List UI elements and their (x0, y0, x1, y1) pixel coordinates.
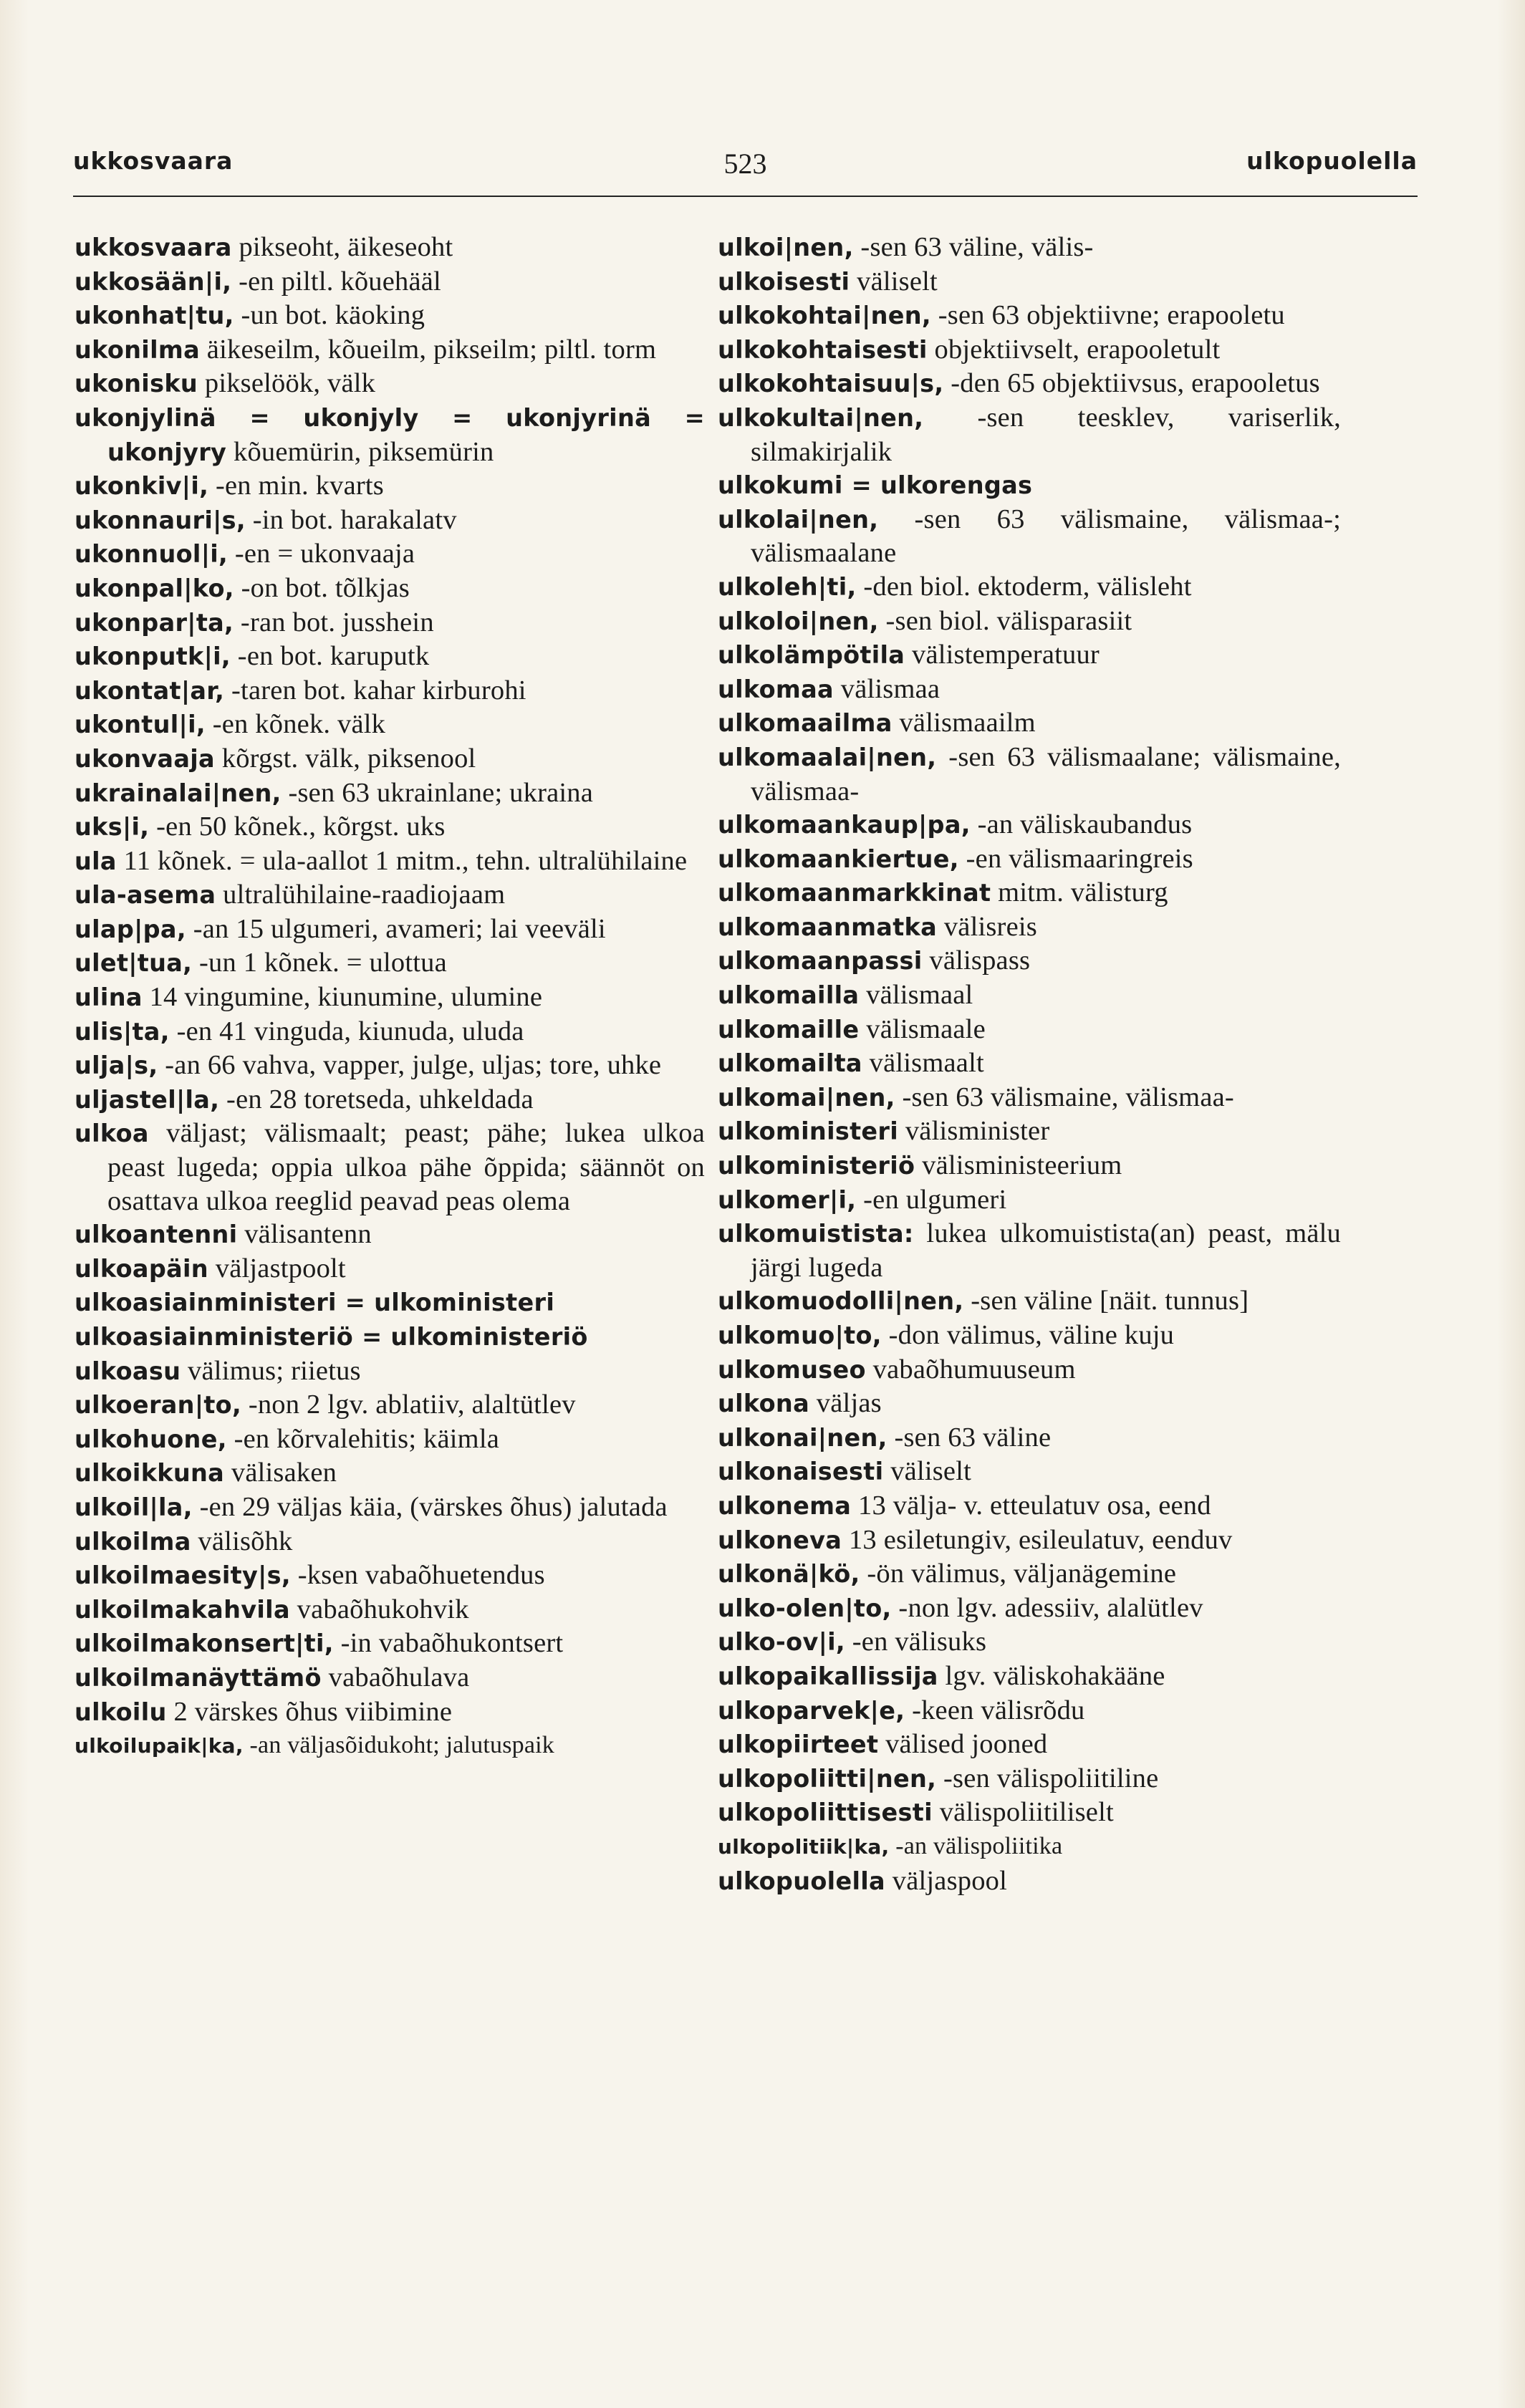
entry-headword: ulkokohtai|nen, (718, 302, 931, 330)
dictionary-entry (74, 537, 705, 572)
entry-definition: 14 vingumine, kiunumine, ulumine (142, 982, 543, 1013)
entry-definition: -non 2 lgv. ablatiiv, alaltütlev (241, 1390, 576, 1420)
entry-headword: ulkoantenni (74, 1220, 238, 1249)
entry-definition: 13 esiletungiv, esileulatuv, eenduv (842, 1524, 1233, 1555)
entry-definition: -sen biol. välisparasiit (878, 605, 1132, 636)
entry-definition: -en 50 kõnek., kõrgst. uks (149, 812, 446, 842)
entry-definition: -en 29 väljas käia, (värskes õhus) jalutada (192, 1491, 668, 1522)
dictionary-entry (718, 1728, 1341, 1762)
entry-definition: välisantenn (237, 1219, 372, 1250)
entry-headword: ulkonai|nen, (718, 1423, 887, 1452)
dictionary-entry (74, 844, 705, 879)
entry-headword: ulkoloi|nen, (718, 607, 879, 635)
entry-definition: välistemperatuur (905, 640, 1100, 670)
entry-definition: -sen 63 objektiivne; erapooletu (930, 300, 1285, 331)
entry-headword: ulkokultai|nen, (718, 403, 924, 432)
entry-definition: 11 kõnek. = ula-aallot 1 mitm., tehn. ultralühilaine (116, 845, 688, 876)
entry-headword: ukrainalai|nen, (74, 779, 282, 807)
dictionary-entry (74, 1559, 705, 1593)
entry-headword: ulis|ta, (74, 1017, 170, 1046)
entry-headword: ulkomaalai|nen, (718, 743, 937, 771)
left-column (74, 231, 705, 1763)
entry-headword: ulkoikkuna (74, 1459, 225, 1488)
dictionary-entry (718, 978, 1341, 1013)
dictionary-entry (74, 1525, 705, 1559)
entry-headword: ulkolai|nen, (718, 505, 879, 534)
entry-definition: pikselöök, välk (198, 368, 376, 399)
entry-definition: välised jooned (878, 1729, 1048, 1760)
dictionary-entry (718, 1421, 1341, 1455)
dictionary-entry (74, 1083, 705, 1117)
dictionary-entry (718, 1557, 1341, 1591)
entry-definition: -en = ukonvaaja (228, 539, 415, 569)
entry-definition: -on bot. tõlkjas (234, 572, 410, 603)
entry-headword: ukonpar|ta, (74, 608, 234, 637)
entry-definition: välismaa (833, 673, 941, 704)
entry-definition: ultralühilaine-raadiojaam (216, 880, 506, 910)
dictionary-entry (718, 1591, 1341, 1626)
entry-definition: väljastpoolt (208, 1253, 346, 1284)
dictionary-entry (718, 570, 1341, 605)
entry-definition: -an väljasõidukoht; jalutuspaik (243, 1732, 554, 1759)
entry-headword: ulkolämpötila (718, 641, 905, 670)
entry-definition: välisminister (898, 1116, 1050, 1147)
entry-headword: uks|i, (74, 813, 150, 842)
entry-headword: ulkomaankiertue, (718, 844, 959, 873)
entry-headword: ulkopiirteet (718, 1730, 879, 1759)
entry-definition: mitm. välisturg (991, 877, 1168, 908)
dictionary-entry (74, 981, 705, 1015)
dictionary-entry (74, 333, 705, 367)
entry-headword: ulkomaanmarkkinat (718, 879, 991, 907)
entry-definition: -sen välispoliitiline (936, 1763, 1159, 1793)
entry-headword: uljastel|la, (74, 1085, 220, 1114)
entry-definition: -den 65 objektiivsus, erapooletus (943, 368, 1320, 399)
dictionary-entry (74, 1422, 705, 1457)
entry-definition: -sen 63 väline, välis- (853, 232, 1094, 262)
entry-headword: ulkonä|kö, (718, 1560, 860, 1589)
entry-headword: ulkoilmaesity|s, (74, 1561, 291, 1590)
entry-headword: ulkomaanmatka (718, 912, 938, 941)
dictionary-entry (718, 842, 1341, 877)
entry-definition: -den biol. ektoderm, välisleht (856, 571, 1192, 602)
entry-headword: ukonpal|ko, (74, 574, 234, 602)
entry-definition: lgv. väliskohakääne (938, 1660, 1165, 1691)
entry-headword: ukontat|ar, (74, 676, 225, 705)
entry-definition: lukea ulkomuistista(an) peast, mälu järgi lugeda (751, 1218, 1341, 1283)
entry-definition: väljaspool (885, 1865, 1008, 1896)
entry-definition: -en piltl. kõuehääl (231, 266, 441, 297)
entry-definition: -keen välisrõdu (905, 1695, 1085, 1725)
entry-headword: ulkonaisesti (718, 1458, 884, 1486)
entry-definition: -an 15 ulgumeri, avameri; lai veeväli (186, 913, 606, 944)
entry-definition: -en bot. karuputk (230, 641, 430, 672)
entry-headword: ulkokohtaisuu|s, (718, 370, 944, 398)
dictionary-entry (718, 910, 1341, 945)
entry-definition: -an 66 vahva, vapper, julge, uljas; tore, uhke (158, 1050, 662, 1081)
entry-definition: välisministeerium (915, 1150, 1122, 1181)
entry-headword: ukkosään|i, (74, 267, 232, 296)
entry-definition: väliselt (850, 266, 938, 297)
entry-definition: -taren bot. kahar kirburohi (224, 675, 526, 705)
entry-definition: -sen 63 väline (887, 1422, 1052, 1453)
dictionary-entry (74, 1627, 705, 1661)
dictionary-entry (718, 1864, 1341, 1899)
dictionary-entry (74, 1354, 705, 1389)
entry-definition: välisõhk (191, 1526, 293, 1556)
dictionary-entry (74, 299, 705, 333)
entry-headword: ukonnuol|i, (74, 540, 228, 569)
entry-headword: ulina (74, 983, 143, 1012)
dictionary-entry (74, 708, 705, 742)
entry-headword: ulkomaailma (718, 709, 893, 738)
entry-definition: -en ulgumeri (856, 1184, 1007, 1215)
entry-definition: -ksen vabaõhuetendus (290, 1560, 545, 1591)
entry-definition: -an välispoliitika (889, 1832, 1063, 1859)
entry-headword: ulkoasiainministeri = ulkoministeri (74, 1289, 555, 1317)
dictionary-entry (74, 776, 705, 811)
dictionary-entry (718, 1830, 1341, 1864)
entry-headword: ukonnauri|s, (74, 506, 246, 534)
dictionary-entry (74, 367, 705, 401)
entry-definition: objektiivselt, erapooletult (927, 334, 1221, 365)
entry-definition: -en 28 toretseda, uhkeldada (219, 1084, 534, 1114)
dictionary-entry (718, 808, 1341, 842)
entry-headword: ulkopuolella (718, 1867, 885, 1895)
entry-definition: -en kõnek. välk (205, 709, 386, 740)
entry-headword: ulkona (718, 1390, 809, 1418)
entry-headword: ulko-olen|to, (718, 1594, 892, 1622)
entry-headword: ulkomuistista: (718, 1220, 914, 1248)
entry-definition: -in vabaõhukontsert (333, 1628, 564, 1659)
dictionary-entry (74, 1729, 705, 1763)
dictionary-entry (718, 367, 1341, 401)
entry-headword: ulkoa (74, 1119, 149, 1148)
dictionary-entry (74, 504, 705, 538)
entry-definition: väliselt (883, 1456, 971, 1487)
dictionary-entry (718, 876, 1341, 910)
entry-headword: ulkoi|nen, (718, 233, 854, 261)
entry-definition: pikseoht, äikeseoht (231, 232, 453, 262)
entry-definition: välispass (922, 945, 1031, 976)
entry-headword: ulkoil|la, (74, 1493, 193, 1521)
header-rule (73, 196, 1418, 197)
entry-definition: -sen 63 välismaine, välismaa- (895, 1082, 1234, 1112)
entry-definition: -sen teesklev, variserlik, silmakirjalik (751, 402, 1341, 467)
entry-headword: ulja|s, (74, 1051, 158, 1080)
entry-headword: ulkoilma (74, 1527, 191, 1556)
entry-definition: väljast; välismaalt; peast; pähe; lukea ulkoa peast lugeda; oppia ulkoa pähe õppida; säännöt on osattava ulkoa reeglid peavad peas olema (107, 1118, 705, 1216)
dictionary-entry (74, 946, 705, 981)
entry-definition: -en välismaaringreis (958, 843, 1193, 874)
dictionary-entry (74, 912, 705, 947)
entry-definition: vabaõhulava (321, 1662, 470, 1692)
entry-headword: ulkokumi = ulkorengas (718, 471, 1033, 500)
right-column (718, 231, 1341, 1898)
entry-headword: ulkoministeri (718, 1117, 899, 1146)
page-header (73, 147, 1418, 190)
entry-definition: välismaale (859, 1013, 986, 1044)
entry-definition: -in bot. harakalatv (245, 504, 457, 535)
dictionary-entry (718, 1319, 1341, 1353)
entry-definition: -en kõrvalehitis; käimla (226, 1423, 500, 1454)
entry-headword: ulkoeran|to, (74, 1391, 242, 1420)
entry-definition: välismaalt (862, 1048, 984, 1079)
entry-headword: ula-asema (74, 881, 216, 910)
dictionary-entry (718, 1284, 1341, 1319)
entry-definition: vabaõhumuuseum (865, 1354, 1076, 1384)
dictionary-entry (718, 605, 1341, 639)
entry-definition: äikeseilm, kõueilm, pikseilm; piltl. torm (199, 334, 657, 365)
entry-definition: -un bot. käoking (234, 300, 425, 331)
entry-headword: ulkomai|nen, (718, 1083, 895, 1112)
entry-headword: ulkokohtaisesti (718, 335, 928, 364)
entry-headword: ulkomailla (718, 981, 860, 1010)
entry-headword: ulap|pa, (74, 915, 186, 943)
dictionary-entry (718, 299, 1341, 333)
entry-definition: -non lgv. adessiiv, alalütlev (891, 1592, 1203, 1623)
entry-headword: ulkoasiainministeriö = ulkoministeriö (74, 1323, 588, 1351)
dictionary-entry (718, 1660, 1341, 1694)
dictionary-entry (74, 231, 705, 265)
entry-headword: ukkosvaara (74, 233, 232, 261)
dictionary-entry (74, 1286, 705, 1320)
dictionary-entry (718, 1762, 1341, 1796)
entry-headword: ukonisku (74, 370, 198, 398)
dictionary-entry (718, 1694, 1341, 1728)
entry-headword: ulkoparvek|e, (718, 1696, 905, 1725)
entry-headword: ulkomaa (718, 675, 834, 703)
entry-definition: -en min. kvarts (208, 471, 384, 501)
dictionary-entry (718, 1455, 1341, 1489)
dictionary-entry (718, 401, 1341, 468)
dictionary-entry (718, 1353, 1341, 1387)
dictionary-entry (74, 1661, 705, 1695)
entry-definition: -sen 63 ukrainlane; ukraina (281, 777, 594, 808)
dictionary-entry (74, 1695, 705, 1730)
entry-definition: -ön välimus, väljanägemine (860, 1559, 1177, 1589)
entry-headword: ulkoilmakahvila (74, 1595, 290, 1624)
entry-definition: -sen väline [näit. tunnus] (963, 1286, 1249, 1316)
dictionary-entry (718, 231, 1341, 265)
dictionary-entry (718, 1046, 1341, 1081)
dictionary-entry (718, 333, 1341, 367)
entry-definition: -ran bot. jusshein (234, 607, 434, 637)
dictionary-entry (718, 1796, 1341, 1830)
entry-definition: välisreis (937, 911, 1037, 942)
entry-headword: ukontul|i, (74, 711, 206, 739)
dictionary-entry (74, 469, 705, 504)
dictionary-entry (74, 1456, 705, 1490)
dictionary-entry (718, 673, 1341, 707)
entry-definition: -en välisuks (845, 1627, 987, 1657)
entry-headword: ulkoministeriö (718, 1152, 915, 1180)
dictionary-entry (718, 1114, 1341, 1149)
entry-headword: ukonvaaja (74, 744, 215, 773)
entry-headword: ukonhat|tu, (74, 302, 234, 330)
dictionary-entry (718, 1081, 1341, 1115)
entry-definition: 13 välja- v. etteulatuv osa, eend (851, 1490, 1211, 1521)
dictionary-entry (718, 1217, 1341, 1284)
dictionary-entry (718, 503, 1341, 570)
dictionary-entry (74, 1015, 705, 1049)
entry-headword: ulkoilu (74, 1697, 167, 1726)
dictionary-entry (74, 810, 705, 844)
dictionary-entry (718, 944, 1341, 978)
entry-definition: -un 1 kõnek. = ulottua (192, 948, 447, 978)
dictionary-entry (718, 1183, 1341, 1218)
entry-headword: ulkomaankaup|pa, (718, 811, 971, 839)
dictionary-entry (74, 878, 705, 912)
entry-headword: ulkopolitiik|ka, (718, 1834, 890, 1859)
entry-definition: välismaailm (892, 708, 1036, 738)
entry-headword: ulkomuseo (718, 1355, 866, 1384)
entry-headword: ulkoilmakonsert|ti, (74, 1629, 334, 1658)
entry-headword: ulkoilmanäyttämö (74, 1663, 322, 1692)
dictionary-entry (74, 572, 705, 606)
dictionary-entry (718, 1149, 1341, 1183)
dictionary-entry (74, 265, 705, 299)
entry-headword: ukonjylinä = ukonjyly = ukonjyrinä = ukonjyry (74, 403, 705, 466)
dictionary-entry (74, 1593, 705, 1627)
dictionary-entry (718, 265, 1341, 299)
entry-headword: ulkomer|i, (718, 1185, 857, 1214)
entry-headword: ulkopoliitti|nen, (718, 1764, 937, 1793)
entry-headword: ulkohuone, (74, 1425, 227, 1453)
entry-definition: -sen 63 välismaine, välismaa-; välismaalane (751, 504, 1341, 569)
dictionary-entry (74, 606, 705, 640)
entry-definition: -an väliskaubandus (970, 809, 1193, 840)
entry-headword: ulkomuo|to, (718, 1321, 882, 1349)
dictionary-entry (718, 1523, 1341, 1558)
dictionary-entry (718, 741, 1341, 808)
entry-headword: ulkomaanpassi (718, 947, 923, 976)
entry-definition: -en 41 vinguda, kiunuda, uluda (169, 1016, 524, 1046)
dictionary-entry (74, 1320, 705, 1354)
entry-definition: kõrgst. välk, piksenool (214, 743, 476, 774)
entry-headword: ula (74, 847, 117, 875)
entry-headword: ukonputk|i, (74, 642, 231, 671)
dictionary-entry (718, 1387, 1341, 1421)
entry-definition: välismaal (859, 980, 973, 1011)
dictionary-entry (74, 742, 705, 776)
dictionary-entry (74, 1218, 705, 1252)
entry-headword: ulkomailta (718, 1049, 862, 1078)
entry-definition: 2 värskes õhus viibimine (166, 1696, 453, 1727)
entry-headword: ulkoleh|ti, (718, 572, 857, 601)
entry-definition: -sen 63 välismaalane; välismaine, välismaa- (751, 741, 1341, 806)
entry-headword: ulet|tua, (74, 949, 193, 978)
entry-headword: ulko-ov|i, (718, 1628, 845, 1657)
page-number: 523 (723, 148, 767, 180)
entry-definition: välimus; riietus (181, 1355, 361, 1386)
dictionary-entry (718, 1489, 1341, 1523)
entry-definition: -don välimus, väline kuju (881, 1320, 1175, 1350)
dictionary-entry (718, 638, 1341, 673)
dictionary-entry (74, 1388, 705, 1422)
entry-definition: väljas (809, 1388, 882, 1419)
entry-headword: ulkopaikallissija (718, 1662, 938, 1690)
entry-headword: ulkoisesti (718, 267, 850, 296)
header-first-word: ukkosvaara (73, 147, 234, 175)
header-last-word: ulkopuolella (1246, 147, 1418, 175)
entry-definition: välispoliitiliselt (932, 1797, 1114, 1828)
entry-headword: ulkopoliittisesti (718, 1798, 933, 1827)
dictionary-entry (74, 1490, 705, 1525)
entry-headword: ulkomuodolli|nen, (718, 1287, 964, 1316)
entry-headword: ulkomaille (718, 1015, 860, 1044)
dictionary-entry (74, 1117, 705, 1218)
dictionary-entry (718, 1625, 1341, 1660)
dictionary-entry (74, 1049, 705, 1083)
dictionary-entry (718, 468, 1341, 503)
dictionary-entry (718, 706, 1341, 741)
entry-headword: ukonkiv|i, (74, 472, 209, 501)
entry-headword: ulkoapäin (74, 1254, 208, 1283)
entry-headword: ulkoneva (718, 1526, 842, 1554)
dictionary-entry (74, 401, 705, 469)
dictionary-entry (74, 674, 705, 708)
dictionary-entry (74, 640, 705, 674)
dictionary-entry (718, 1013, 1341, 1047)
dictionary-entry (74, 1252, 705, 1286)
entry-definition: vabaõhukohvik (289, 1594, 469, 1624)
entry-definition: välisaken (224, 1458, 337, 1488)
entry-headword: ulkonema (718, 1491, 852, 1520)
entry-headword: ulkoasu (74, 1357, 181, 1385)
entry-headword: ulkoilupaik|ka, (74, 1734, 244, 1758)
entry-definition: kõuemürin, piksemürin (226, 436, 494, 467)
entry-headword: ukonilma (74, 335, 200, 364)
